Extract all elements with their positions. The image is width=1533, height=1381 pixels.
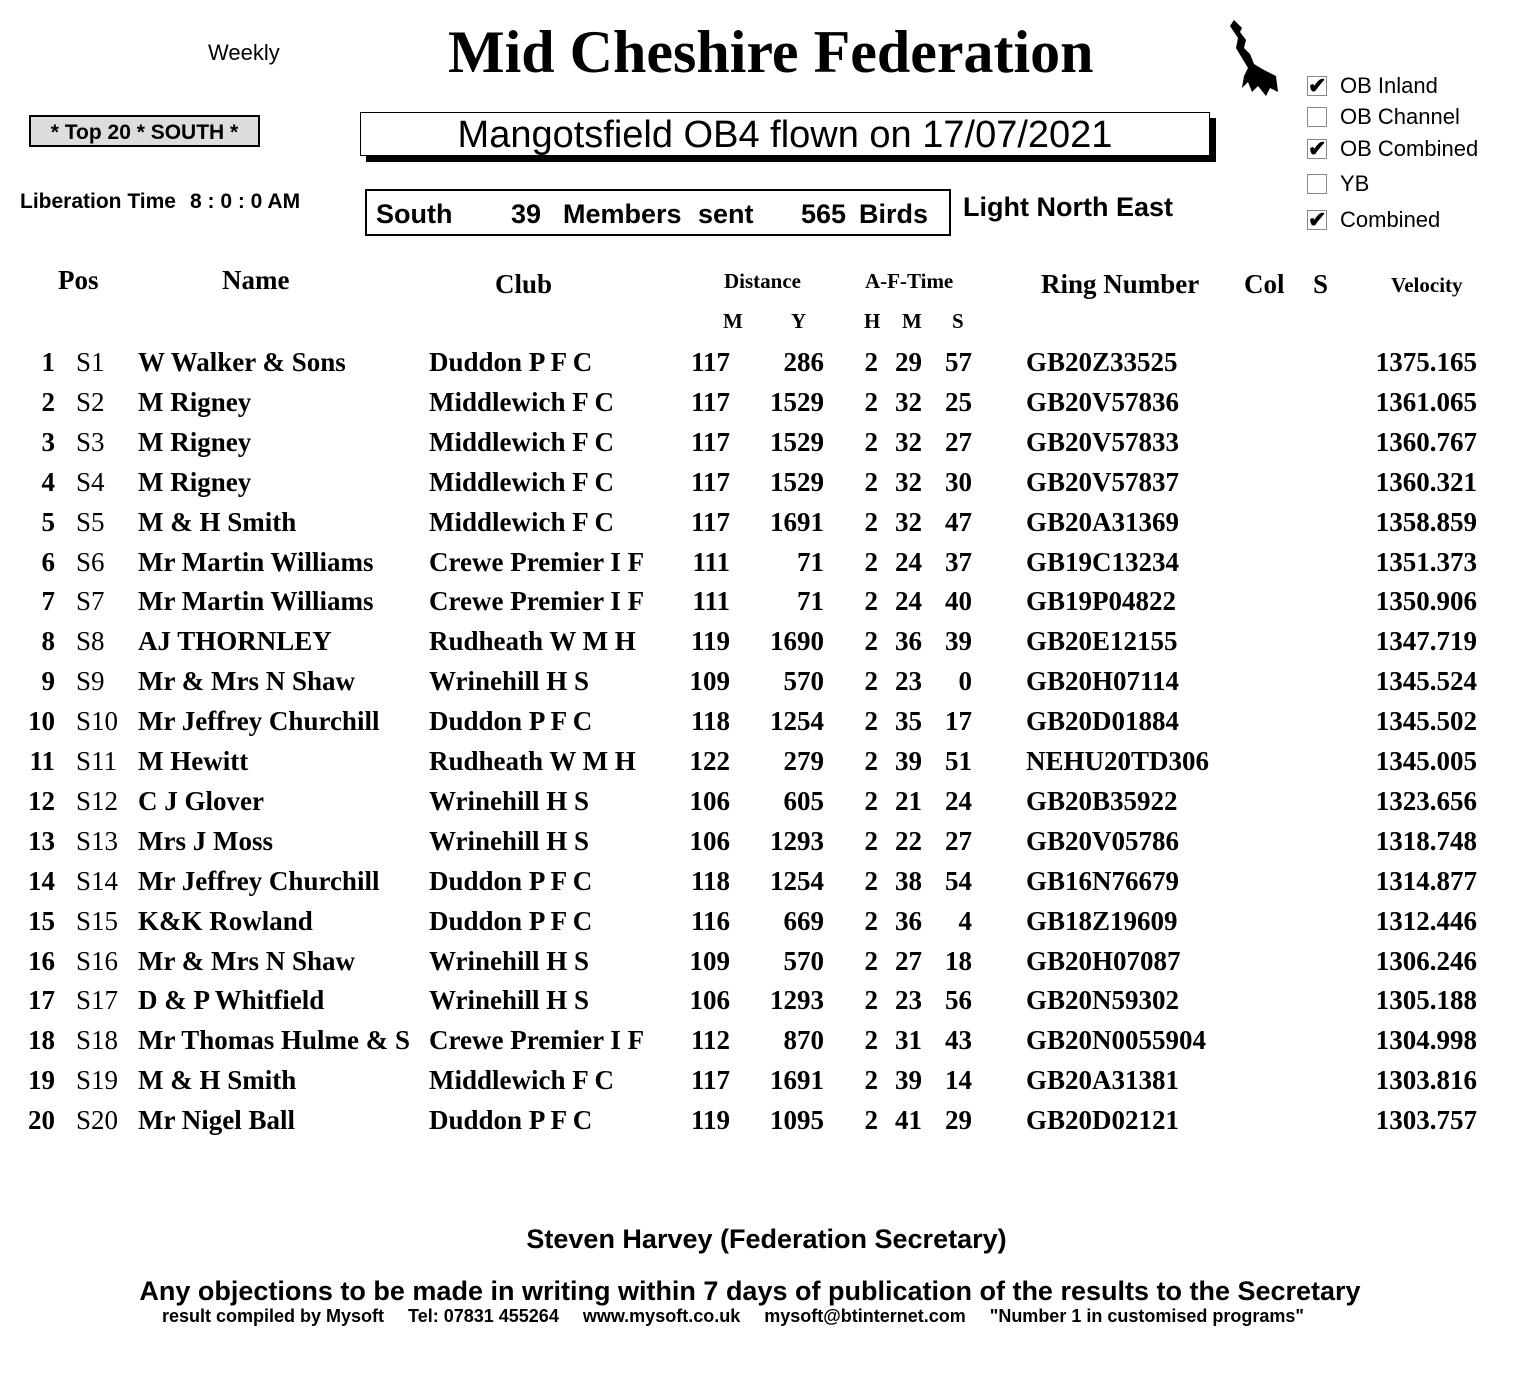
row-minutes: 32	[895, 466, 922, 497]
row-distance-miles: 117	[690, 386, 730, 417]
row-velocity: 1347.719	[1375, 626, 1477, 657]
row-section-pos: S9	[76, 666, 105, 697]
row-club: Wrinehill H S	[429, 825, 590, 856]
row-velocity: 1375.165	[1375, 347, 1477, 377]
row-seconds: 25	[945, 386, 972, 417]
row-section-pos: S13	[76, 825, 119, 856]
row-section-pos: S1	[76, 347, 105, 377]
row-minutes: 21	[895, 785, 922, 816]
secretary-line: Steven Harvey (Federation Secretary)	[526, 1224, 1007, 1254]
row-ring-number: GB20E12155	[1026, 626, 1178, 657]
row-velocity: 1314.877	[1375, 865, 1477, 896]
row-name: Mr Jeffrey Churchill	[138, 865, 380, 896]
row-seconds: 17	[945, 706, 972, 737]
row-seconds: 43	[945, 1025, 972, 1056]
summary-birds-count: 565	[801, 199, 847, 229]
checkbox[interactable]	[1307, 174, 1327, 194]
row-distance-miles: 109	[689, 945, 730, 976]
table-row	[0, 866, 1533, 906]
row-hours: 2	[864, 426, 878, 457]
row-seconds: 24	[945, 785, 972, 816]
row-club: Wrinehill H S	[429, 785, 590, 816]
table-row	[0, 547, 1533, 587]
compiled-by: result compiled by Mysoft	[162, 1306, 385, 1326]
row-distance-miles: 109	[689, 666, 730, 697]
row-minutes: 35	[895, 706, 922, 737]
bird-silhouette-icon	[1226, 18, 1278, 98]
row-minutes: 32	[895, 386, 922, 417]
row-distance-yards: 1293	[770, 825, 824, 856]
table-row	[0, 427, 1533, 467]
row-velocity: 1345.005	[1375, 746, 1477, 776]
row-name: M & H Smith	[138, 506, 297, 537]
row-distance-yards: 1529	[770, 466, 824, 497]
row-club: Crewe Premier I F	[429, 586, 645, 617]
row-position: 14	[28, 865, 55, 896]
row-seconds: 57	[945, 347, 972, 377]
row-club: Duddon P F C	[429, 905, 593, 936]
row-club: Crewe Premier I F	[429, 546, 645, 577]
header-distance: Distance	[724, 269, 801, 293]
row-section-pos: S10	[76, 706, 119, 737]
race-summary	[365, 189, 951, 236]
row-hours: 2	[864, 706, 878, 737]
row-ring-number: GB20Z33525	[1026, 347, 1178, 377]
row-hours: 2	[864, 746, 878, 776]
row-section-pos: S14	[76, 865, 119, 896]
row-hours: 2	[864, 546, 878, 577]
row-club: Wrinehill H S	[429, 666, 590, 697]
row-seconds: 54	[945, 865, 972, 896]
row-velocity: 1360.321	[1375, 466, 1477, 497]
row-seconds: 39	[945, 626, 972, 657]
row-section-pos: S7	[76, 586, 105, 617]
row-minutes: 22	[895, 825, 922, 856]
row-seconds: 18	[945, 945, 972, 976]
row-position: 8	[41, 626, 55, 657]
row-distance-yards: 279	[783, 746, 824, 776]
row-section-pos: S20	[76, 1105, 119, 1136]
row-distance-yards: 669	[783, 905, 824, 936]
row-club: Middlewich F C	[429, 1065, 614, 1096]
row-distance-miles: 122	[689, 746, 730, 776]
row-position: 10	[28, 706, 55, 737]
row-distance-yards: 1529	[770, 426, 824, 457]
table-row	[0, 826, 1533, 866]
row-name: Mr Thomas Hulme & S	[138, 1025, 411, 1056]
row-section-pos: S19	[76, 1065, 119, 1096]
table-row	[0, 1105, 1533, 1145]
row-velocity: 1351.373	[1375, 546, 1477, 577]
objection-notice: Any objections to be made in writing within 7 days of publication of the results to the Secretary	[139, 1276, 1361, 1306]
header-aft-s: S	[952, 309, 964, 333]
header-aft-h: H	[864, 309, 881, 333]
row-club: Duddon P F C	[429, 706, 593, 737]
row-ring-number: GB19P04822	[1026, 586, 1177, 617]
row-minutes: 39	[895, 1065, 922, 1096]
row-distance-yards: 870	[783, 1025, 824, 1056]
row-hours: 2	[864, 945, 878, 976]
row-hours: 2	[864, 985, 878, 1016]
row-position: 7	[41, 586, 55, 617]
row-section-pos: S8	[76, 626, 105, 657]
row-distance-miles: 119	[690, 626, 730, 657]
row-ring-number: NEHU20TD306	[1026, 746, 1210, 776]
header-pos: Pos	[58, 265, 99, 295]
row-minutes: 23	[895, 666, 922, 697]
telephone: Tel: 07831 455264	[408, 1306, 559, 1326]
row-hours: 2	[864, 386, 878, 417]
row-distance-yards: 1254	[770, 865, 824, 896]
row-minutes: 32	[895, 506, 922, 537]
header-distance-m: M	[723, 309, 743, 333]
row-position: 20	[28, 1105, 55, 1136]
row-club: Wrinehill H S	[429, 985, 590, 1016]
row-distance-miles: 117	[690, 466, 730, 497]
row-club: Middlewich F C	[429, 466, 614, 497]
row-club: Wrinehill H S	[429, 945, 590, 976]
row-minutes: 23	[895, 985, 922, 1016]
wind-conditions: Light North East	[963, 192, 1173, 222]
row-minutes: 24	[895, 586, 922, 617]
row-distance-yards: 570	[783, 945, 824, 976]
row-distance-yards: 71	[797, 586, 824, 617]
row-section-pos: S5	[76, 506, 105, 537]
row-section-pos: S15	[76, 905, 119, 936]
row-distance-yards: 1691	[770, 1065, 824, 1096]
row-distance-yards: 605	[783, 785, 824, 816]
row-section-pos: S12	[76, 785, 119, 816]
table-row	[0, 946, 1533, 986]
row-minutes: 32	[895, 426, 922, 457]
liberation-value: 8 : 0 : 0 AM	[189, 190, 301, 213]
header-col: Col	[1244, 269, 1285, 299]
row-section-pos: S11	[76, 746, 118, 776]
row-ring-number: GB20D02121	[1026, 1105, 1180, 1136]
row-distance-yards: 1293	[770, 985, 824, 1016]
row-hours: 2	[864, 586, 878, 617]
checkbox[interactable]: ✔	[1308, 207, 1327, 232]
slogan: "Number 1 in customised programs"	[989, 1306, 1304, 1326]
row-velocity: 1323.656	[1375, 785, 1477, 816]
row-velocity: 1345.502	[1375, 706, 1477, 737]
header-aft-m: M	[902, 309, 922, 333]
row-position: 15	[28, 905, 55, 936]
row-minutes: 27	[895, 945, 922, 976]
row-position: 4	[41, 466, 55, 497]
row-seconds: 56	[945, 985, 972, 1016]
row-velocity: 1303.816	[1375, 1065, 1477, 1096]
row-ring-number: GB20V57833	[1026, 426, 1180, 457]
row-name: Mr & Mrs N Shaw	[138, 945, 355, 976]
table-row	[0, 985, 1533, 1025]
row-seconds: 27	[945, 426, 972, 457]
row-ring-number: GB20V05786	[1026, 825, 1180, 856]
row-distance-yards: 1690	[770, 626, 824, 657]
summary-birds-label: Birds	[859, 199, 929, 229]
row-name: W Walker & Sons	[138, 347, 346, 377]
row-club: Rudheath W M H	[429, 746, 636, 776]
option-label: Combined	[1340, 207, 1441, 232]
header-velocity: Velocity	[1391, 273, 1463, 297]
row-section-pos: S18	[76, 1025, 119, 1056]
row-hours: 2	[864, 1065, 878, 1096]
row-position: 12	[28, 785, 55, 816]
table-row	[0, 746, 1533, 786]
row-section-pos: S16	[76, 945, 119, 976]
row-ring-number: GB20H07114	[1026, 666, 1180, 697]
row-name: Mr & Mrs N Shaw	[138, 666, 355, 697]
row-velocity: 1345.524	[1375, 666, 1477, 697]
table-row	[0, 467, 1533, 507]
row-ring-number: GB19C13234	[1026, 546, 1180, 577]
website-link[interactable]: www.mysoft.co.uk	[582, 1306, 741, 1326]
table-row	[0, 906, 1533, 946]
row-seconds: 4	[958, 905, 972, 936]
row-position: 3	[41, 426, 55, 457]
row-name: Mr Martin Williams	[138, 586, 374, 617]
row-seconds: 40	[945, 586, 972, 617]
row-section-pos: S6	[76, 546, 105, 577]
option-label: OB Combined	[1340, 136, 1479, 161]
row-name: M Rigney	[138, 426, 252, 457]
header-ring: Ring Number	[1041, 269, 1200, 299]
row-club: Duddon P F C	[429, 347, 593, 377]
row-distance-miles: 119	[690, 1105, 730, 1136]
row-hours: 2	[864, 347, 878, 377]
row-club: Crewe Premier I F	[429, 1025, 645, 1056]
row-name: M & H Smith	[138, 1065, 297, 1096]
row-hours: 2	[864, 1025, 878, 1056]
summary-members-count: 39	[511, 199, 542, 229]
row-position: 17	[28, 985, 55, 1016]
row-seconds: 37	[945, 546, 972, 577]
row-ring-number: GB20V57837	[1026, 466, 1180, 497]
liberation-time	[20, 190, 314, 214]
row-ring-number: GB20A31369	[1026, 506, 1180, 537]
row-velocity: 1303.757	[1375, 1105, 1477, 1136]
row-hours: 2	[864, 865, 878, 896]
row-distance-miles: 116	[690, 905, 730, 936]
row-distance-miles: 106	[689, 785, 730, 816]
summary-members-label: Members	[563, 199, 682, 229]
row-distance-miles: 106	[689, 985, 730, 1016]
row-club: Middlewich F C	[429, 506, 614, 537]
row-hours: 2	[864, 1105, 878, 1136]
section-badge: * Top 20 * SOUTH *	[29, 115, 260, 147]
row-section-pos: S17	[76, 985, 119, 1016]
row-position: 19	[28, 1065, 55, 1096]
row-hours: 2	[864, 785, 878, 816]
row-distance-miles: 118	[690, 706, 730, 737]
row-club: Rudheath W M H	[429, 626, 636, 657]
row-distance-miles: 117	[690, 426, 730, 457]
row-name: Mr Jeffrey Churchill	[138, 706, 380, 737]
row-hours: 2	[864, 466, 878, 497]
row-minutes: 41	[895, 1105, 922, 1136]
row-velocity: 1361.065	[1375, 386, 1477, 417]
row-club: Middlewich F C	[429, 426, 614, 457]
row-ring-number: GB20B35922	[1026, 785, 1178, 816]
row-section-pos: S4	[76, 466, 105, 497]
row-distance-miles: 117	[690, 1065, 730, 1096]
table-row	[0, 586, 1533, 626]
table-row	[0, 626, 1533, 666]
table-row	[0, 786, 1533, 826]
row-distance-yards: 71	[797, 546, 824, 577]
row-ring-number: GB20V57836	[1026, 386, 1180, 417]
row-distance-yards: 1691	[770, 506, 824, 537]
checkbox[interactable]: ✔	[1308, 73, 1327, 98]
row-distance-yards: 1095	[770, 1105, 824, 1136]
row-hours: 2	[864, 905, 878, 936]
row-club: Middlewich F C	[429, 386, 614, 417]
row-seconds: 27	[945, 825, 972, 856]
row-ring-number: GB20A31381	[1026, 1065, 1180, 1096]
page-title: Mid Cheshire Federation	[448, 19, 1094, 85]
row-velocity: 1318.748	[1375, 825, 1477, 856]
weekly-label: Weekly	[208, 40, 280, 65]
row-distance-miles: 118	[690, 865, 730, 896]
row-distance-yards: 570	[783, 666, 824, 697]
table-row	[0, 387, 1533, 427]
row-distance-miles: 111	[692, 546, 730, 577]
row-name: Mr Nigel Ball	[138, 1105, 295, 1136]
row-distance-miles: 112	[690, 1025, 730, 1056]
row-name: M Rigney	[138, 386, 252, 417]
row-ring-number: GB16N76679	[1026, 865, 1180, 896]
email-link[interactable]: mysoft@btinternet.com	[764, 1306, 966, 1326]
row-distance-miles: 117	[690, 506, 730, 537]
row-minutes: 36	[895, 626, 922, 657]
row-position: 16	[28, 945, 55, 976]
header-name: Name	[222, 265, 290, 295]
option-label: OB Channel	[1340, 104, 1460, 129]
row-name: D & P Whitfield	[138, 985, 325, 1016]
table-row	[0, 706, 1533, 746]
row-name: AJ THORNLEY	[138, 626, 332, 657]
row-seconds: 30	[945, 466, 972, 497]
row-velocity: 1304.998	[1375, 1025, 1477, 1056]
row-position: 5	[41, 506, 55, 537]
row-distance-miles: 111	[692, 586, 730, 617]
row-hours: 2	[864, 506, 878, 537]
row-name: Mr Martin Williams	[138, 546, 374, 577]
row-position: 11	[29, 746, 55, 776]
row-distance-yards: 1254	[770, 706, 824, 737]
header-s: S	[1313, 269, 1329, 299]
row-seconds: 47	[945, 506, 972, 537]
row-name: M Rigney	[138, 466, 252, 497]
row-velocity: 1360.767	[1375, 426, 1477, 457]
option-label: OB Inland	[1340, 73, 1438, 98]
row-section-pos: S2	[76, 386, 105, 417]
row-seconds: 29	[945, 1105, 972, 1136]
checkbox[interactable]: ✔	[1308, 136, 1327, 161]
row-distance-miles: 106	[689, 825, 730, 856]
row-section-pos: S3	[76, 426, 105, 457]
row-ring-number: GB18Z19609	[1026, 905, 1178, 936]
row-name: K&K Rowland	[138, 905, 313, 936]
row-velocity: 1358.859	[1375, 506, 1477, 537]
row-velocity: 1305.188	[1375, 985, 1477, 1016]
row-minutes: 31	[895, 1025, 922, 1056]
row-position: 1	[41, 347, 55, 377]
row-position: 2	[41, 386, 55, 417]
row-velocity: 1312.446	[1375, 905, 1477, 936]
row-ring-number: GB20H07087	[1026, 945, 1181, 976]
row-ring-number: GB20N59302	[1026, 985, 1180, 1016]
row-position: 18	[28, 1025, 55, 1056]
row-seconds: 14	[945, 1065, 972, 1096]
row-velocity: 1350.906	[1375, 586, 1477, 617]
row-minutes: 38	[895, 865, 922, 896]
summary-sent-label: sent	[698, 199, 754, 229]
table-row	[0, 507, 1533, 547]
row-minutes: 36	[895, 905, 922, 936]
row-hours: 2	[864, 626, 878, 657]
row-seconds: 0	[958, 666, 972, 697]
row-distance-yards: 286	[783, 347, 824, 377]
row-ring-number: GB20N0055904	[1026, 1025, 1207, 1056]
row-name: Mrs J Moss	[138, 825, 273, 856]
checkbox[interactable]	[1307, 107, 1327, 127]
row-name: C J Glover	[138, 785, 264, 816]
row-club: Duddon P F C	[429, 865, 593, 896]
header-distance-y: Y	[791, 309, 807, 333]
row-name: M Hewitt	[138, 746, 249, 776]
row-position: 9	[41, 666, 55, 697]
row-minutes: 29	[895, 347, 922, 377]
header-club: Club	[495, 269, 553, 299]
row-hours: 2	[864, 825, 878, 856]
table-row	[0, 1025, 1533, 1065]
row-club: Duddon P F C	[429, 1105, 593, 1136]
row-velocity: 1306.246	[1375, 945, 1477, 976]
row-distance-miles: 117	[690, 347, 730, 377]
option-label: YB	[1340, 171, 1370, 196]
row-hours: 2	[864, 666, 878, 697]
table-row	[0, 347, 1533, 387]
row-distance-yards: 1529	[770, 386, 824, 417]
row-seconds: 51	[945, 746, 972, 776]
table-row	[0, 666, 1533, 706]
row-position: 6	[41, 546, 55, 577]
compiler-footer	[162, 1306, 1328, 1327]
row-minutes: 39	[895, 746, 922, 776]
row-position: 13	[28, 825, 55, 856]
row-ring-number: GB20D01884	[1026, 706, 1180, 737]
liberation-label: Liberation Time	[20, 190, 176, 213]
row-minutes: 24	[895, 546, 922, 577]
table-row	[0, 1065, 1533, 1105]
race-title: Mangotsfield OB4 flown on 17/07/2021	[360, 112, 1210, 156]
summary-section: South	[376, 199, 453, 229]
header-aft: A-F-Time	[865, 269, 954, 293]
